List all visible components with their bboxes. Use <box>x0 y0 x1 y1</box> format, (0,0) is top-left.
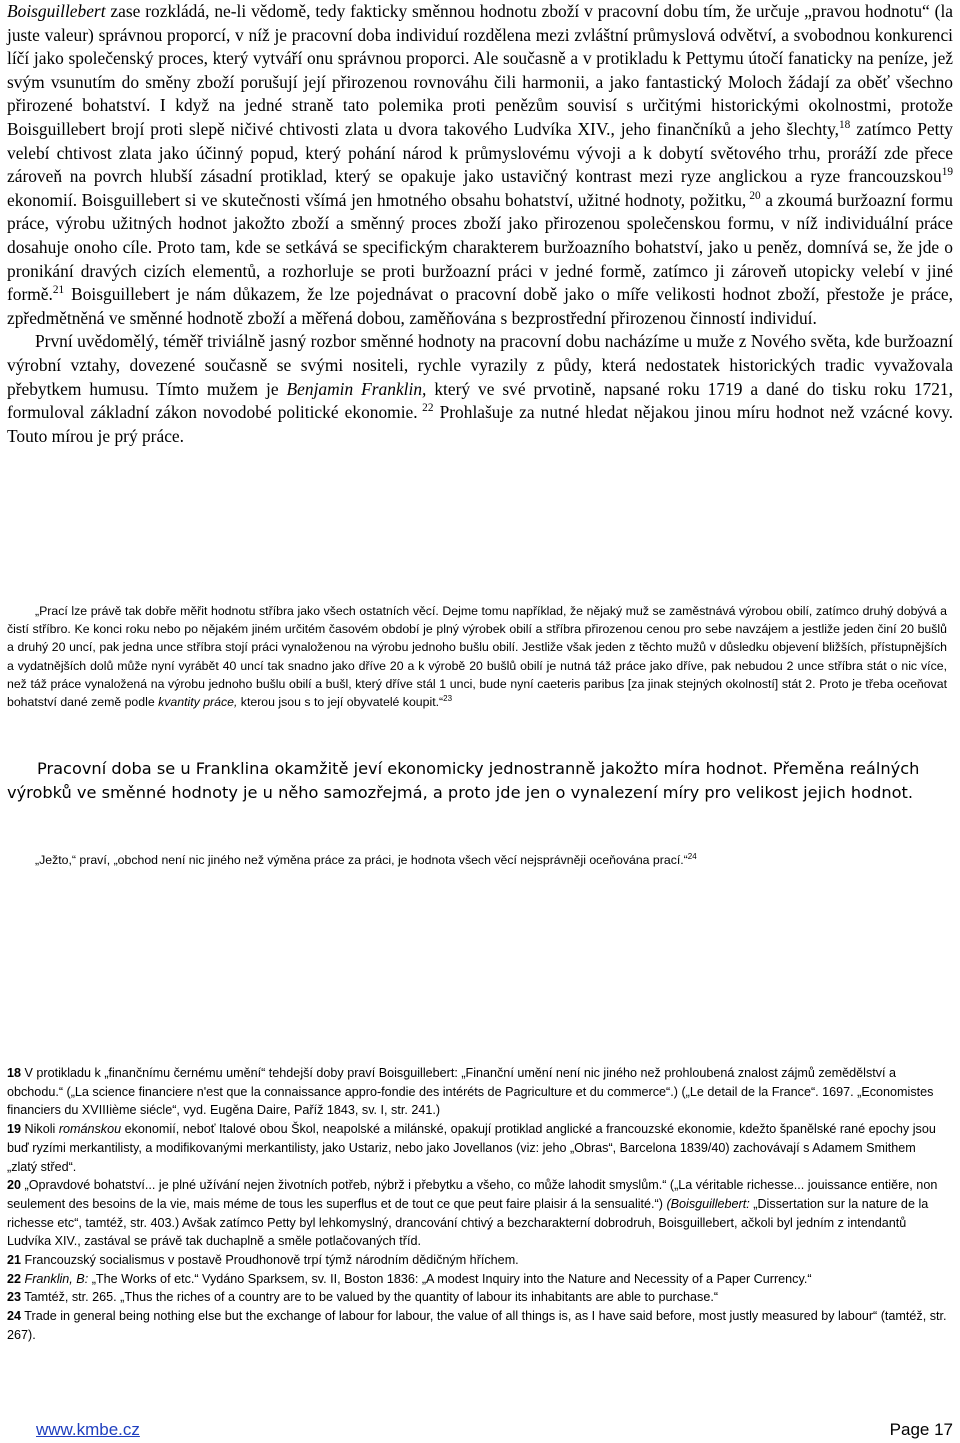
paragraph-franklin <box>7 330 953 448</box>
block-quote-trade <box>35 851 935 869</box>
page-number: Page 17 <box>889 1420 953 1439</box>
footnote-text: ekonomií, neboť Italové obou Škol, neapolské a milánské, opakují protiklad anglické a francouzské ekonomie, kdežto španělské rané epochy jsou buď ryzími merkantilisty, a modifikovanými merkantilisty, jako Ustariz, nebo jako Jovellanos (viz: jeho „Obras“, Barcelona 1839/40) zachovávají s Adamem Smithem „zlatý střed“. <box>7 1122 936 1174</box>
text-run: Ale současně a v protikladu k Pettymu útočí fanaticky na peníze, jež svým vsunutím do směny zboží porušují její přirozenou rovnováhu čili harmonii, a jako fantastický Moloch žádají za oběť všechno přirozené bohatství. I když na jedné straně tato polemika proti penězům souvisí s určitými historickými okolnostmi, protože Boisguillebert brojí proti slepě ničivé chtivosti zlata u dvora takového Ludvíka XIV., jeho finančníků a jeho šlechty, <box>7 48 954 139</box>
footnote-number: 18 <box>7 1066 22 1080</box>
footnote-23 <box>7 1288 949 1307</box>
text-run: „Ježto,“ praví, „obchod není nic jiného než výměna práce za práci, je hodnota všech věcí nejsprávněji oceňována prací.“ <box>35 853 688 867</box>
footnote-text: „Dissertation sur la nature de la richesse etc“, tamtéž, str. 403.) Avšak zatímco Petty byl lehkomyslný, drancování chtivý a bezcharakterní dobrodruh, Boisguillebert, ačkoli byl jedním z intendantů Ludvíka XIV., zastával se právě tak duchaplně a směle potlačovaných tříd. <box>7 1196 929 1249</box>
footnote-ref-20[interactable]: 20 <box>746 189 761 202</box>
main-text <box>7 0 953 448</box>
footnote-number: 23 <box>7 1290 22 1305</box>
footnote-22 <box>7 1270 949 1289</box>
text-run: Prohlašuje za nutné hledat nějakou jinou míru hodnot než vzácné kovy. Touto mírou je prý práce. <box>7 402 953 446</box>
paragraph-labour-time <box>7 757 947 804</box>
text-run: zatímco Petty velebí chtivost zlata jako účinný popud, který pohání národ k průmyslovému vývoji a k dobytí světového trhu, proráží zde přece zároveň na povrch hlubší zásadní protiklad, který se opakuje jako ustavičný kontrast mezi ryze anglickou a ryze francouzskou <box>7 118 953 187</box>
paragraph-text: Pracovní doba se u Franklina okamžitě jeví ekonomicky jednostranně jakožto míra hodnot. Přeměna reálných výrobků ve směnné hodnoty je u něho samozřejmá, a proto jde jen o vynalezení míry pro velikost jejich hodnot. <box>7 759 920 802</box>
emphasis: románskou <box>58 1122 122 1137</box>
footnote-ref-22[interactable]: 22 <box>417 402 434 415</box>
text-run: a zkoumá buržoazní formu práce, výrobu užitných hodnot jakožto zboží a směnný proces zboží jako přirozenou společenskou formu, v níž individuální práce dosahuje onoho cíle. Proto tam, kde se setkává se specifickým charakterem buržoazního bohatství, jako u peněz, domnívá se, že jde o pronikání dravých cizích elementů, a rozhorluje se proti buržoazní práci v jedné formě, zatímco ji zároveň utopicky velebí v jiné formě. <box>7 189 953 305</box>
footnote-19 <box>7 1120 949 1176</box>
footnote-number: 21 <box>7 1253 22 1268</box>
quote-paragraph <box>7 602 947 711</box>
website-link[interactable]: www.kmbe.cz <box>36 1420 140 1439</box>
emphasis: Franklin, B: <box>24 1271 89 1286</box>
emphasis: kvantity práce, <box>158 695 238 710</box>
footnote-ref-21[interactable]: 21 <box>52 284 65 297</box>
text-run: První uvědomělý, téměř triviálně jasný rozbor směnné hodnoty na pracovní dobu nacházíme u muže z Nového světa, kde buržoazní výrobní vztahy, dovezené současně se svými nositeli, rychle vyrazily z půdy, která nedostatek historických tradic vyvažovala přebytkem humusu. Tímto mužem je <box>7 331 953 399</box>
footnote-text: Trade in general being nothing else but the exchange of labour for labour, the value of all things is, as I have said before, most justly measured by labour“ (tamtéž, str. 267). <box>7 1309 947 1342</box>
footnote-text: „Opravdové bohatství... je plné užívání nejen životních potřeb, nýbrž i přebytku a všeho, co může lahodit smyslům.“ („La véritable richesse... jouissance entiěre, non seulement des besoins de la vie, mais méme de tous les superflus et de tout ce que peut faire plaisir á la sensualité.“) <box>7 1178 938 1211</box>
footnote-ref-18[interactable]: 18 <box>839 119 851 132</box>
text-run: „Prací lze právě tak dobře měřit hodnotu stříbra jako všech ostatních věcí. Dejme tomu například, že nějaký muž se zaměstnává výrobou obilí, zatímco druhý dobývá a čistí stříbro. Ke konci roku nebo po nějakém jiném určitém časovém období je plný výrobek obilí a stříbra přirozenou cenou pro sebe navzájem a jestliže jeden činí 20 bušlů a druhý 20 uncí, pak jedna unce stříbra stojí práci vynaloženou na výrobu jednoho bušlu obilí. Jestliže však jeden z těchto mužů v důsledku objevení bližších, přístupnějších a vydatnějších dolů může nyní vyrábět 40 uncí tak snadno jako dříve 20 a k výrobě 20 bušlů obilí je nutná táž práce jako dříve, pak nebudou 2 unce stříbra stát o nic více, než táž práce vynaložená na výrobu jednoho bušlu obilí a bušl, který dříve stál 1 unci, bude nyní caeteris paribus [za jinak stejných okolností] stát 2. Proto je třeba oceňovat bohatství dané země podle <box>7 604 947 710</box>
footnote-number: 22 <box>7 1271 22 1286</box>
footnote-text: „The Works of etc.“ Vydáno Sparksem, sv. II, Boston 1836: „A modest Inquiry into the Nature and Necessity of a Paper Currency.“ <box>88 1271 812 1286</box>
footnote-ref-24[interactable]: 24 <box>687 851 697 861</box>
footnotes <box>7 1064 949 1345</box>
footnote-number: 19 <box>7 1122 22 1137</box>
text-run: který ve své prvotině, napsané roku 1719 a dané do tisku roku 1721, formuloval základní zákon novodobé politické ekonomie. <box>7 378 953 423</box>
footnote-text: Francouzský socialismus v postavě Proudhonově trpí týmž národním dědičným hříchem. <box>21 1253 519 1268</box>
footnote-ref-23[interactable]: 23 <box>443 693 453 703</box>
footnote-text: V protikladu k „finančnímu černému umění“ tehdejší doby praví Boisguillebert: „Finanční umění není nic jiného než prohloubená znalost zájmů zemědělství a obchodu.“ („La science financiere n'est que la connaissance appro-fondie des intéréts de Pagriculture et du commerce“.) („Le detail de la France“. 1697. „Economistes financiers du XVIIIième siécle“, vyd. Eugěna Daire, Paříž 1843, sv. I, str. 241.) <box>7 1066 934 1118</box>
paragraph-boisguillebert <box>7 0 953 330</box>
footnote-number: 24 <box>7 1309 22 1324</box>
footnote-text: Nikoli <box>21 1122 59 1137</box>
footnote-ref-19[interactable]: 19 <box>941 166 953 179</box>
block-quote-franklin <box>7 602 947 711</box>
author-name: Boisguillebert <box>7 1 106 21</box>
text-run: kterou jsou s to její obyvatelé koupit.“ <box>237 695 444 710</box>
franklin-name: Benjamin Franklin, <box>286 378 427 399</box>
footnote-number: 20 <box>7 1178 22 1193</box>
footnote-24 <box>7 1307 949 1344</box>
footnote-18 <box>7 1064 949 1120</box>
text-run: ekonomií. Boisguillebert si ve skutečnosti všímá jen hmotného obsahu bohatství, užitné hodnoty, požitku, <box>7 189 747 210</box>
text-run: zase rozkládá, ne-li vědomě, tedy fakticky směnnou hodnotu zboží v pracovní dobu tím, že určuje „pravou hodnotu“ (la juste valeur) správnou proporcí, v níž je pracovní doba individuí rozdělena mezi zvláštní průmyslová odvětví, a svobodnou konkurenci líčí jako společenský proces, který vytváří onu správnou proporci. <box>7 1 953 69</box>
footnote-21 <box>7 1251 949 1270</box>
footnote-20 <box>7 1176 949 1251</box>
emphasis: (Boisguillebert: <box>666 1196 750 1211</box>
text-run: Boisguillebert je nám důkazem, že lze pojednávat o pracovní době jako o míře velikosti hodnot zboží, přestože je práce, zpředmětněná ve směnné hodnotě zboží a měřená dobou, zaměňována s bezprostřední přirozenou činností individuí. <box>7 284 953 328</box>
footnote-text: Tamtéž, str. 265. „Thus the riches of a country are to be valued by the quantity of labour its inhabitants are able to purchase.“ <box>21 1290 719 1305</box>
